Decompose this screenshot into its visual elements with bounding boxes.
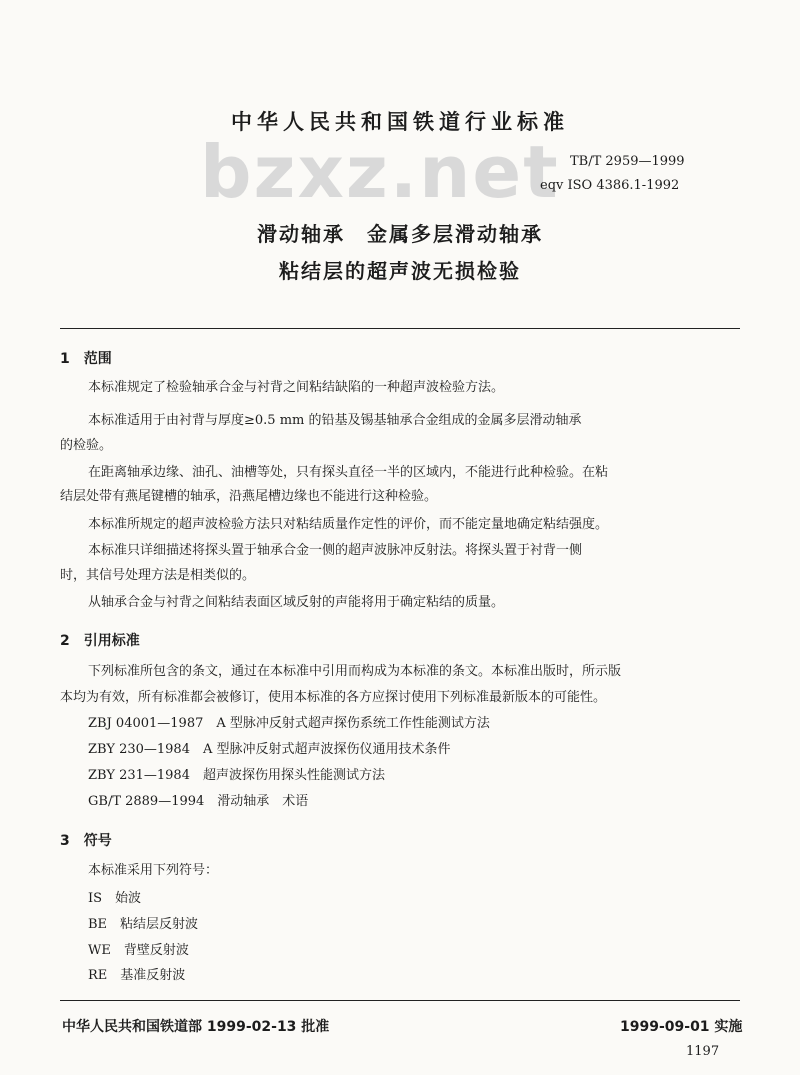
section-1-paragraph: 本标准适用于由衬背与厚度≥0.5 mm 的铅基及锡基轴承合金组成的金属多层滑动轴承 [88, 413, 582, 428]
section-1-paragraph: 本标准规定了检验轴承合金与衬背之间粘结缺陷的一种超声波检验方法。 [88, 380, 505, 395]
standard-organization-title: 中华人民共和国铁道行业标准 [231, 110, 569, 134]
section-2-paragraph: 本均为有效，所有标准都会被修订，使用本标准的各方应探讨使用下列标准最新版本的可能性。 [60, 690, 607, 705]
document-title-line-1: 滑动轴承 金属多层滑动轴承 [257, 222, 543, 246]
section-1-paragraph: 本标准只详细描述将探头置于轴承合金一侧的超声波脉冲反射法。将探头置于衬背一侧 [88, 543, 583, 558]
approval-statement: 中华人民共和国铁道部 1999-02-13 批准 [62, 1019, 330, 1035]
document-title-line-2: 粘结层的超声波无损检验 [279, 259, 521, 283]
section-3-intro: 本标准采用下列符号： [88, 863, 219, 878]
implementation-date: 1999-09-01 实施 [620, 1019, 743, 1035]
reference-standard: ZBY 231—1984 超声波探伤用探头性能测试方法 [88, 768, 385, 783]
reference-standard: GB/T 2889—1994 滑动轴承 术语 [88, 794, 309, 809]
standard-code: TB/T 2959—1999 [570, 154, 685, 169]
equivalent-standard: eqv ISO 4386.1-1992 [540, 178, 680, 193]
reference-standard: ZBJ 04001—1987 A 型脉冲反射式超声探伤系统工作性能测试方法 [88, 716, 490, 731]
top-divider [60, 328, 740, 329]
watermark: bzxz.net [200, 130, 560, 214]
section-1-paragraph: 时，其信号处理方法是相类似的。 [60, 568, 256, 583]
bottom-divider [60, 1000, 740, 1001]
section-2-heading: 2 引用标准 [60, 633, 140, 649]
section-1-paragraph: 从轴承合金与衬背之间粘结表面区域反射的声能将用于确定粘结的质量。 [88, 595, 505, 610]
section-1-paragraph: 结层处带有燕尾键槽的轴承，沿燕尾槽边缘也不能进行这种检验。 [60, 489, 438, 504]
section-3-heading: 3 符号 [60, 833, 112, 849]
symbol-item: WE 背壁反射波 [88, 943, 189, 958]
symbol-item: RE 基准反射波 [88, 968, 186, 983]
symbol-item: IS 始波 [88, 891, 142, 906]
page-number: 1197 [686, 1044, 720, 1059]
section-2-paragraph: 下列标准所包含的条文，通过在本标准中引用而构成为本标准的条文。本标准出版时，所示版 [88, 664, 622, 679]
section-1-paragraph: 在距离轴承边缘、油孔、油槽等处，只有探头直径一半的区域内，不能进行此种检验。在粘 [88, 465, 609, 480]
section-1-paragraph: 本标准所规定的超声波检验方法只对粘结质量作定性的评价，而不能定量地确定粘结强度。 [88, 517, 609, 532]
section-1-paragraph: 的检验。 [60, 438, 113, 453]
symbol-item: BE 粘结层反射波 [88, 917, 199, 932]
section-1-heading: 1 范围 [60, 351, 112, 367]
reference-standard: ZBY 230—1984 A 型脉冲反射式超声波探伤仪通用技术条件 [88, 742, 451, 757]
